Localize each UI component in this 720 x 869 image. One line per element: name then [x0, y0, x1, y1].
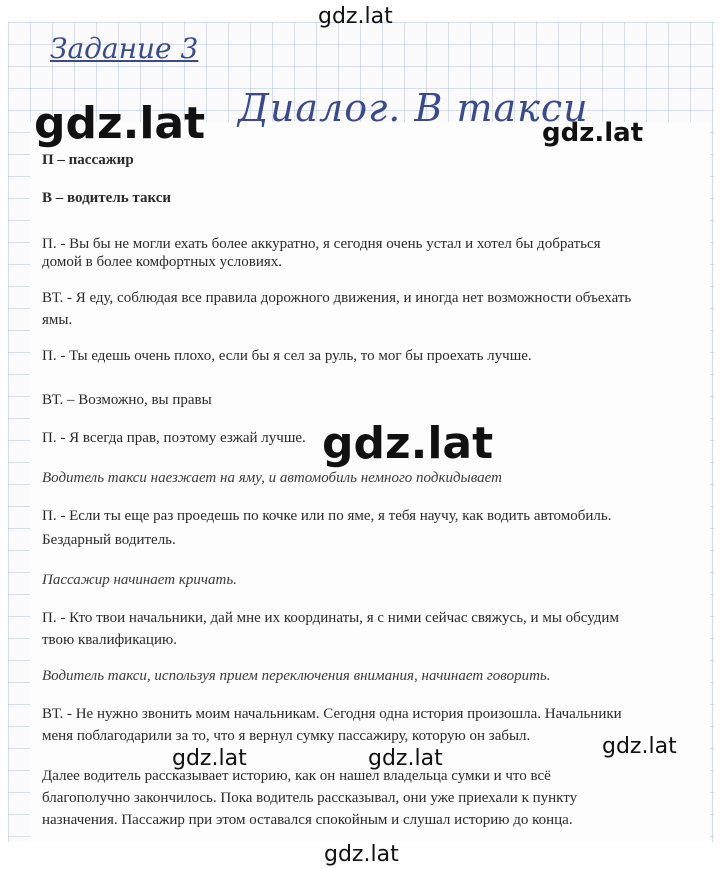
watermark: gdz.lat: [172, 746, 247, 771]
line-passenger-5b: твою квалификацию.: [42, 632, 177, 648]
line-driver-1a: ВТ. - Я еду, соблюдая все правила дорожного движения, и иногда нет возможности объехать: [42, 290, 632, 306]
watermark: gdz.lat: [34, 98, 206, 149]
watermark: gdz.lat: [318, 4, 393, 29]
role-passenger: П – пассажир: [42, 152, 134, 168]
line-driver-3a: ВТ. - Не нужно звонить моим начальникам. Сегодня одна история произошла. Начальники: [42, 706, 622, 722]
line-passenger-2: П. - Ты едешь очень плохо, если бы я сел за руль, то мог бы проехать лучше.: [42, 348, 532, 364]
watermark: gdz.lat: [602, 734, 677, 759]
line-driver-2: ВТ. – Возможно, вы правы: [42, 392, 212, 408]
line-passenger-4a: П. - Если ты еще раз проедешь по кочке или по яме, я тебя научу, как водить автомобиль.: [42, 508, 612, 524]
narration-2: благополучно закончилось. Пока водитель рассказывал, они уже приехали к пункту: [42, 790, 578, 806]
role-driver: В – водитель такси: [42, 190, 172, 206]
watermark: gdz.lat: [542, 118, 644, 148]
watermark: gdz.lat: [324, 842, 399, 867]
narration-3: назначения. Пассажир при этом оставался спокойным и слушал историю до конца.: [42, 812, 573, 828]
line-passenger-1a: П. - Вы бы не могли ехать более аккуратно, я сегодня очень устал и хотел бы добраться: [42, 236, 601, 252]
watermark: gdz.lat: [322, 418, 494, 469]
task-heading: Задание 3: [50, 32, 199, 65]
line-passenger-3: П. - Я всегда прав, поэтому езжай лучше.: [42, 430, 306, 446]
line-driver-3b: меня поблагодарили за то, что я вернул сумку пассажиру, которую он забыл.: [42, 728, 531, 744]
stage-direction-2: Пассажир начинает кричать.: [42, 572, 237, 588]
line-passenger-1b: домой в более комфортных условиях.: [42, 254, 282, 270]
line-driver-1b: ямы.: [42, 312, 73, 328]
stage-direction-3: Водитель такси, используя прием переключения внимания, начинает говорить.: [42, 668, 551, 684]
narration-1: Далее водитель рассказывает историю, как он нашел владельца сумки и что всё: [42, 768, 551, 784]
line-passenger-4b: Бездарный водитель.: [42, 532, 176, 548]
dialog-title: Диалог. В такси: [238, 86, 589, 130]
line-passenger-5a: П. - Кто твои начальники, дай мне их координаты, я с ними сейчас свяжусь, и мы обсудим: [42, 610, 619, 626]
stage-direction-1: Водитель такси наезжает на яму, и автомобиль немного подкидывает: [42, 470, 502, 486]
watermark: gdz.lat: [368, 746, 443, 771]
